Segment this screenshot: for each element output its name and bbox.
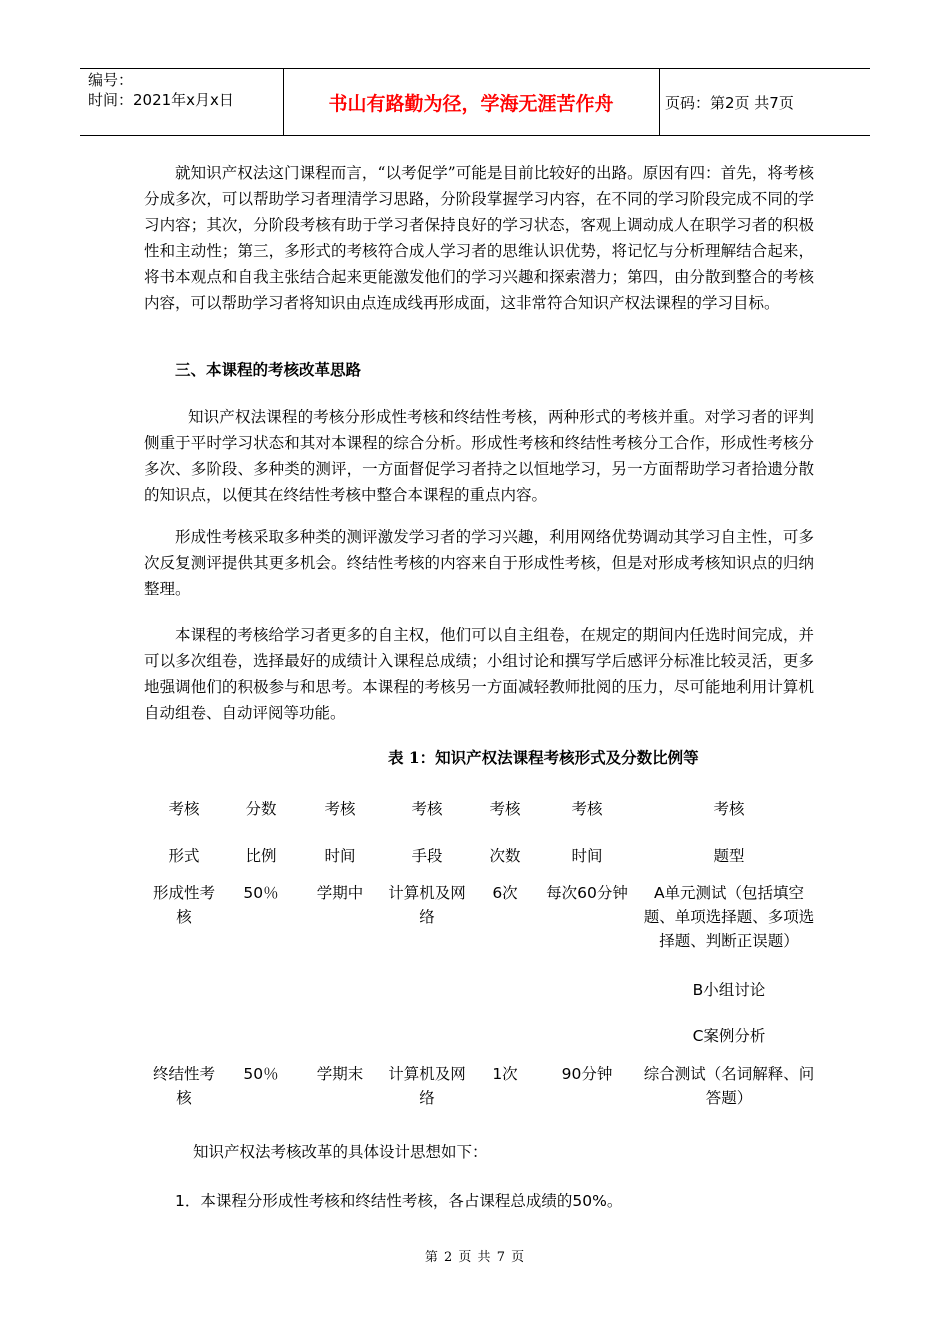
header-page-label: 页码：第2页 共7页 <box>665 93 794 112</box>
table-header-cell: 考核 <box>713 800 745 818</box>
table-cell-count: 6次 <box>492 884 518 902</box>
paragraph-4: 本课程的考核给学习者更多的自主权，他们可以自主组卷，在规定的期间内任选时间完成，并可以多次组卷，选择最好的成绩计入课程总成绩；小组讨论和撰写学后感评分标准比较灵活，更多地强调他们的积极参与和思考。本课程的考核另一方面减轻教师批阅的压力，尽可能地利用计算机自动组卷、自动评阅等功能。 <box>144 626 814 722</box>
table-header-cell: 形式 <box>168 847 200 865</box>
table-cell-count: 1次 <box>492 1065 518 1083</box>
table-cell-type: 综合测试（名词解释、问答题） <box>643 1065 815 1107</box>
table-cell-means: 计算机及网络 <box>388 1065 466 1107</box>
header-meta <box>88 70 234 110</box>
section-heading: 三、本课程的考核改革思路 <box>175 360 362 379</box>
table-header-cell: 时间 <box>324 847 356 865</box>
table-cell-type: C案例分析 <box>692 1027 766 1045</box>
table-cell-ratio: 50％ <box>243 884 279 902</box>
table-header-cell: 手段 <box>411 847 443 865</box>
table-header-cell: 考核 <box>411 800 443 818</box>
after-table-intro: 知识产权法考核改革的具体设计思想如下： <box>193 1143 488 1161</box>
table-cell-form: 终结性考核 <box>152 1065 215 1107</box>
page-footer: 第 2 页 共 7 页 <box>424 1250 526 1265</box>
table-cell-duration: 每次60分钟 <box>546 884 628 902</box>
table-header-cell: 时间 <box>571 847 603 865</box>
table-cell-duration: 90分钟 <box>561 1065 613 1083</box>
table-header-cell: 考核 <box>489 800 521 818</box>
paragraph-3: 形成性考核采取多种类的测评激发学习者的学习兴趣，利用网络优势调动其学习自主性，可多次反复测评提供其更多机会。终结性考核的内容来自于形成性考核，但是对形成考核知识点的归纳整理。 <box>144 528 814 598</box>
table-header-cell: 次数 <box>489 847 521 865</box>
table-cell-form: 形成性考核 <box>152 884 215 926</box>
doc-number-label: 编号： <box>88 71 134 89</box>
table-cell-type: B小组讨论 <box>692 981 766 999</box>
table-caption: 表 1：知识产权法课程考核形式及分数比例等 <box>388 748 699 767</box>
table-header-cell: 考核 <box>571 800 603 818</box>
page-header <box>80 68 870 136</box>
table-header-cell: 考核 <box>324 800 356 818</box>
table-cell-time: 学期末 <box>316 1065 364 1083</box>
table-header-cell: 考核 <box>168 800 200 818</box>
table-cell-means: 计算机及网络 <box>388 884 466 926</box>
table-header-cell: 分数 <box>245 800 277 818</box>
paragraph-2: 知识产权法课程的考核分形成性考核和终结性考核，两种形式的考核并重。对学习者的评判侧重于平时学习状态和其对本课程的综合分析。形成性考核和终结性考核分工合作，形成性考核分多次、多阶段、多种类的测评，一方面督促学习者持之以恒地学习，另一方面帮助学习者拾遗分散的知识点，以便其在终结性考核中整合本课程的重点内容。 <box>144 408 814 504</box>
table-cell-type: A单元测试（包括填空题、单项选择题、多项选择题、判断正误题） <box>643 884 815 950</box>
header-motto: 书山有路勤为径，学海无涯苦作舟 <box>328 92 614 115</box>
list-item-1: 1．本课程分形成性考核和终结性考核，各占课程总成绩的50%。 <box>175 1192 623 1210</box>
table-cell-time: 学期中 <box>316 884 364 902</box>
header-divider-right <box>659 68 660 136</box>
table-header-cell: 题型 <box>713 847 745 865</box>
table-cell-ratio: 50％ <box>243 1065 279 1083</box>
doc-time-label: 时间：2021年x月x日 <box>88 91 234 109</box>
table-header-cell: 比例 <box>245 847 277 865</box>
paragraph-1: 就知识产权法这门课程而言，“以考促学”可能是目前比较好的出路。原因有四：首先，将考核分成多次，可以帮助学习者理清学习思路，分阶段掌握学习内容，在不同的学习阶段完成不同的学习内容；其次，分阶段考核有助于学习者保持良好的学习状态，客观上调动成人在职学习者的积极性和主动性；第三，多形式的考核符合成人学习者的思维认识优势，将记忆与分析理解结合起来，将书本观点和自我主张结合起来更能激发他们的学习兴趣和探索潜力；第四，由分散到整合的考核内容，可以帮助学习者将知识由点连成线再形成面，这非常符合知识产权法课程的学习目标。 <box>144 164 814 312</box>
